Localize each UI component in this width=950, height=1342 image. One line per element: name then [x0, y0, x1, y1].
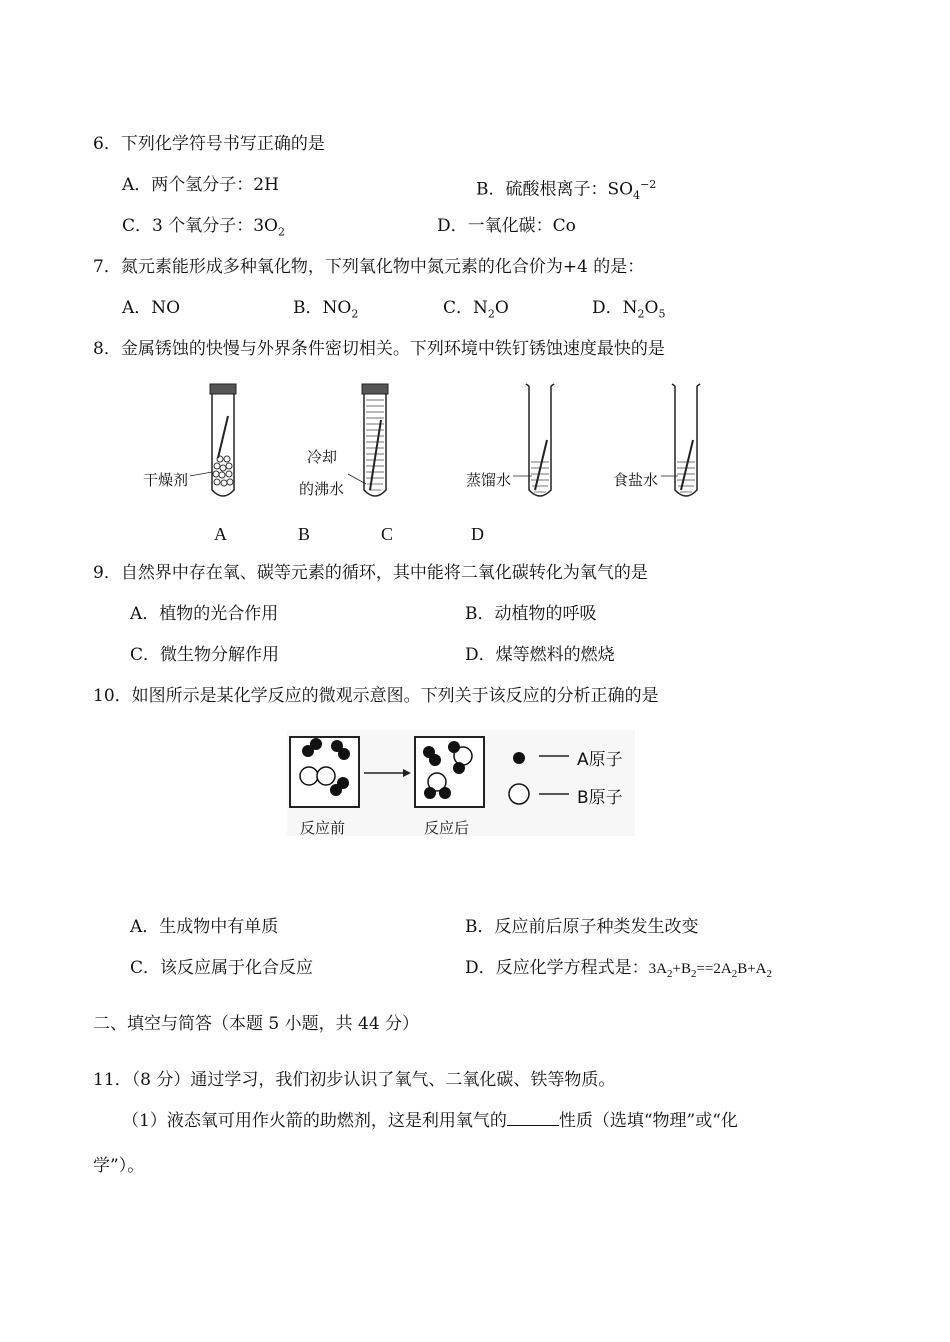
q7-option-b: B．$NO_2$ — [293, 298, 359, 321]
legend-b-atom-label: B原子 — [577, 788, 623, 808]
q7-option-a: A．NO — [122, 298, 181, 318]
label-drying-agent: 干燥剂 — [143, 471, 189, 489]
q7-stem: 7．氮元素能形成多种氧化物，下列氧化物中氮元素的化合价为+4 的是： — [93, 257, 645, 277]
q10-option-d: D．反应化学方程式是：$3A_2+B_2==2A_2B+A_2$ — [465, 958, 773, 980]
q6-option-d: D．一氧化碳：Co — [437, 216, 576, 236]
q6-option-c: C．3 个氧分子：$3O_2$ — [122, 216, 285, 239]
tube-letter-b: B — [298, 524, 311, 544]
q10-option-b: B．反应前后原子种类发生改变 — [465, 917, 699, 937]
q11-stem: 11．（8 分）通过学习，我们初步认识了氧气、二氧化碳、铁等物质。 — [93, 1070, 616, 1090]
tube-letter-c: C — [381, 524, 394, 544]
after-reaction-label: 反应后 — [424, 819, 470, 837]
label-salt-water: 食盐水 — [613, 471, 659, 489]
q10-equation: $3A_2+B_2==2A_2B+A_2$ — [648, 961, 773, 980]
q10-option-c: C．该反应属于化合反应 — [130, 958, 314, 978]
tube-letter-d: D — [471, 524, 484, 544]
before-reaction-label: 反应前 — [300, 819, 346, 837]
label-cooled: 冷却 — [307, 448, 338, 466]
q6-stem: 6．下列化学符号书写正确的是 — [93, 134, 325, 154]
q7-option-d: D．$N_2O_5$ — [592, 298, 666, 321]
q7-option-c: C．$N_2O$ — [443, 298, 509, 321]
q6-option-a: A．两个氢分子：2H — [122, 175, 279, 195]
label-boiled-water: 的沸水 — [299, 480, 345, 498]
test-tube-d — [661, 384, 700, 496]
q9-option-c: C．微生物分解作用 — [130, 645, 280, 665]
legend-b-atom-icon — [509, 784, 529, 804]
q10-stem: 10．如图所示是某化学反应的微观示意图。下列关于该反应的分析正确的是 — [93, 686, 659, 706]
q11-answer-blank[interactable] — [507, 1110, 559, 1126]
q9-option-b: B．动植物的呼吸 — [465, 604, 597, 624]
q11-part-1-continued: 学”）。 — [93, 1156, 145, 1176]
q6-option-b: B．硫酸根离子：$SO_4^{-2}$ — [476, 178, 657, 203]
test-tube-a — [190, 384, 236, 496]
test-tube-c — [513, 384, 554, 496]
q8-stem: 8．金属锈蚀的快慢与外界条件密切相关。下列环境中铁钉锈蚀速度最快的是 — [93, 339, 665, 359]
q11-part-1: （1）液态氧可用作火箭的助燃剂，这是利用氧气的 性质（选填“物理”或“化 — [122, 1111, 738, 1131]
q10-option-a: A．生成物中有单质 — [130, 917, 279, 937]
legend-a-atom-label: A原子 — [577, 750, 623, 770]
q9-option-a: A．植物的光合作用 — [130, 604, 279, 624]
tube-letter-a: A — [214, 524, 227, 544]
q9-option-d: D．煤等燃料的燃烧 — [465, 645, 615, 665]
q9-stem: 9．自然界中存在氧、碳等元素的循环，其中能将二氧化碳转化为氧气的是 — [93, 563, 648, 583]
test-tube-b — [348, 384, 388, 496]
section-2-title: 二、填空与简答（本题 5 小题，共 44 分） — [93, 1014, 420, 1034]
label-distilled-water: 蒸馏水 — [466, 471, 512, 489]
legend-a-atom-icon — [513, 752, 525, 764]
